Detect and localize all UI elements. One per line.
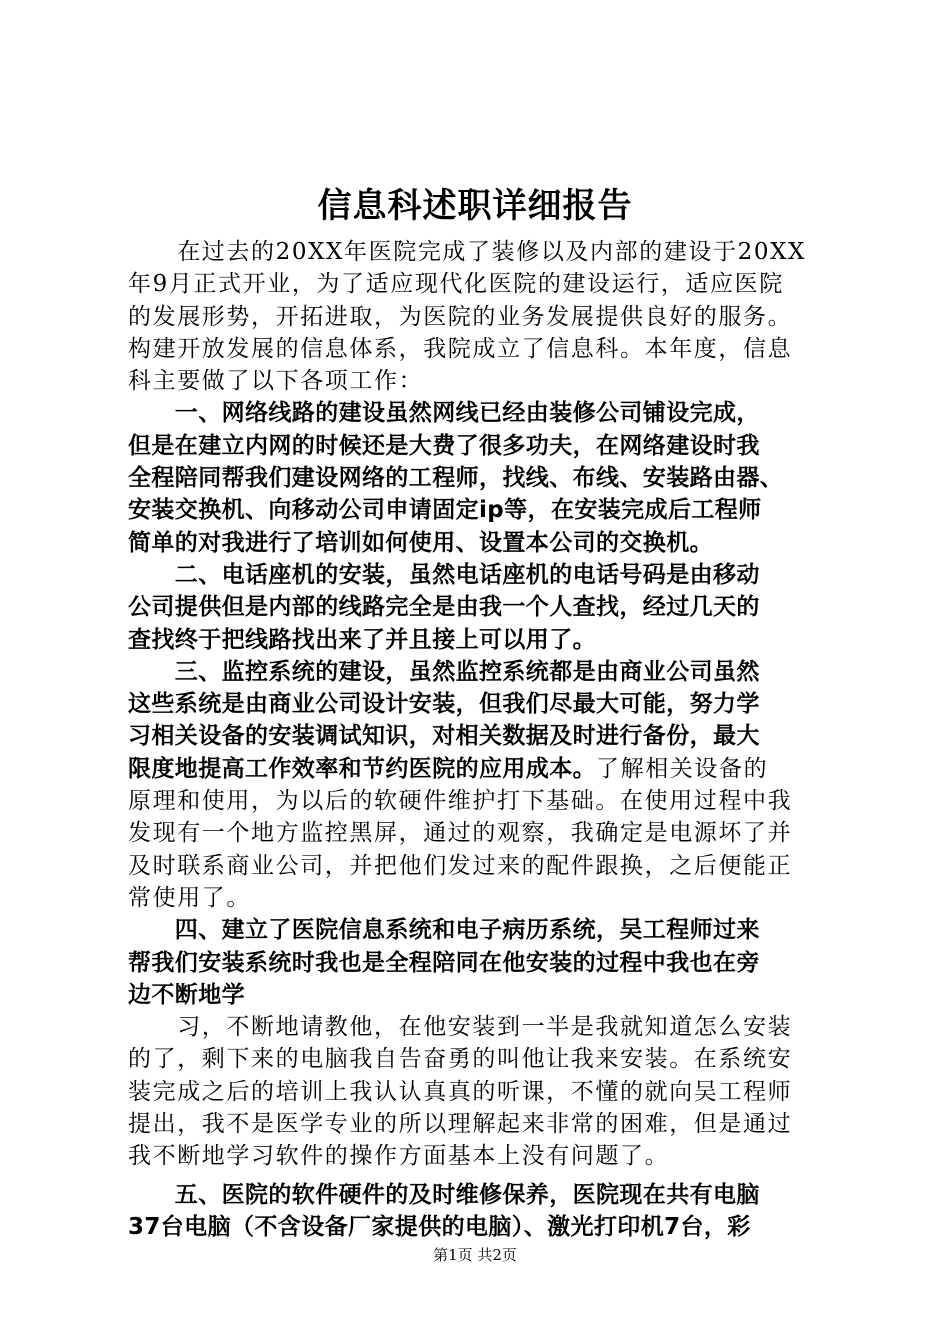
paragraph-line: 的了，剩下来的电脑我自告奋勇的叫他让我来安装。在系统安: [128, 1046, 793, 1073]
section-one-line: 全程陪同帮我们建设网络的工程师，找线、布线、安装路由器、: [128, 465, 784, 492]
paragraph-line: 年9月正式开业，为了适应现代化医院的建设运行，适应医院: [128, 271, 784, 298]
section-one-line: 安装交换机、向移动公司申请固定ip等，在安装完成后工程师: [128, 497, 762, 524]
mixed-line-bold-part: 限度地提高工作效率和节约医院的应用成本。: [128, 755, 596, 782]
section-three-line: 习相关设备的安装调试知识，对相关数据及时进行备份，最大: [128, 723, 760, 750]
paragraph-line: 的发展形势，开拓进取，为医院的业务发展提供良好的服务。: [128, 303, 793, 330]
section-five-line: 37台电脑（不含设备厂家提供的电脑）、激光打印机7台，彩: [128, 1213, 751, 1240]
section-two-line: 二、电话座机的安装，虽然电话座机的电话号码是由移动: [128, 561, 760, 588]
section-four-line: 四、建立了医院信息系统和电子病历系统，吴工程师过来: [128, 917, 760, 944]
paragraph-line: 装完成之后的培训上我认认真真的听课，不懂的就向吴工程师: [128, 1078, 793, 1105]
paragraph-line: 原理和使用，为以后的软硬件维护打下基础。在使用过程中我: [128, 788, 793, 815]
section-three-mixed-line: [128, 753, 832, 785]
section-four-line: 帮我们安装系统时我也是全程陪同在他安装的过程中我也在旁: [128, 949, 760, 976]
document-body: [128, 236, 832, 1243]
section-three-line: 这些系统是由商业公司设计安装，但我们尽最大可能，努力学: [128, 691, 760, 718]
section-one-line: 简单的对我进行了培训如何使用、设置本公司的交换机。: [128, 529, 713, 556]
section-two-line: 公司提供但是内部的线路完全是由我一个人查找，经过几天的: [128, 594, 760, 621]
paragraph-line: 常使用了。: [128, 884, 251, 911]
paragraph-line: 科主要做了以下各项工作：: [128, 368, 424, 395]
document-title: 信息科述职详细报告: [317, 186, 633, 226]
section-five-line: 五、医院的软件硬件的及时维修保养，医院现在共有电脑: [128, 1181, 760, 1208]
section-one-line: 但是在建立内网的时候还是大费了很多功夫，在网络建设时我: [128, 432, 760, 459]
paragraph-line: 提出，我不是医学专业的所以理解起来非常的困难，但是通过: [128, 1111, 793, 1138]
section-four-line: 边不断地学: [128, 981, 245, 1008]
page-footer: 第1页 共2页: [433, 1246, 517, 1264]
section-two-line: 查找终于把线路找出来了并且接上可以用了。: [128, 626, 596, 653]
paragraph-line: 及时联系商业公司，并把他们发过来的配件跟换，之后便能正: [128, 852, 793, 879]
paragraph-line: 发现有一个地方监控黑屏，通过的观察，我确定是电源坏了并: [128, 820, 793, 847]
paragraph-line: 构建开放发展的信息体系，我院成立了信息科。本年度，信息: [128, 335, 793, 362]
section-three-line: 三、监控系统的建设，虽然监控系统都是由商业公司虽然: [128, 658, 760, 685]
section-one-line: 一、网络线路的建设虽然网线已经由装修公司铺设完成，: [128, 400, 760, 427]
paragraph-line: 我不断地学习软件的操作方面基本上没有问题了。: [128, 1143, 670, 1170]
paragraph-line: 在过去的20XX年医院完成了装修以及内部的建设于20XX: [128, 239, 807, 265]
paragraph-line: 习，不断地请教他，在他安装到一半是我就知道怎么安装: [128, 1014, 793, 1041]
mixed-line-regular-part: 了解相关设备的: [596, 755, 769, 782]
